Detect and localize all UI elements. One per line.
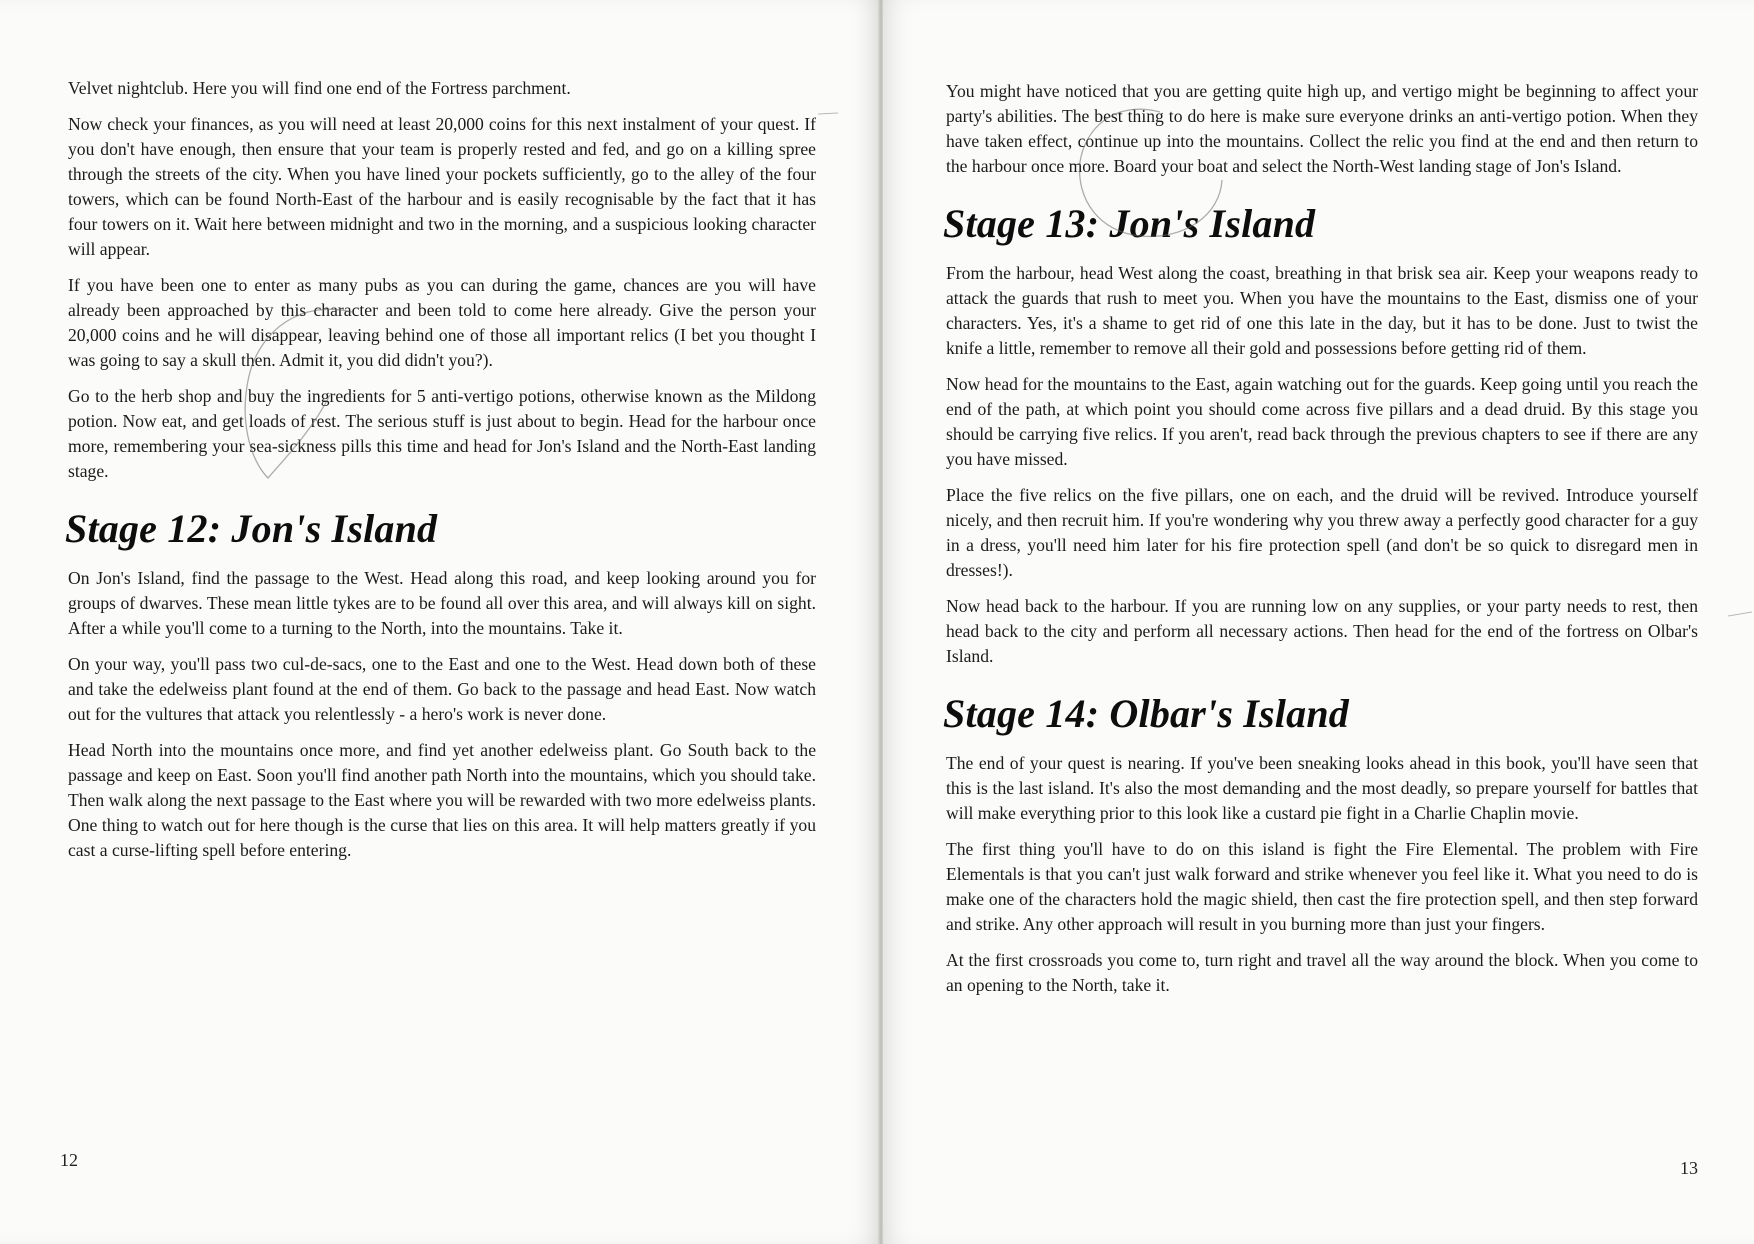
paragraph: From the harbour, head West along the coast, breathing in that brisk sea air. Keep your weapons ready to attack the guards that rush to meet you. When you have the mountains to the East, dismiss one of your characters. Yes, it's a shame to get rid of one this late in the day, but it has to be done. Just to twist the knife a little, remember to remove all their gold and possessions before getting rid of them. [946, 263, 1698, 358]
stage-13-heading: Stage 13: Jon's Island [943, 201, 1316, 246]
paragraph: On Jon's Island, find the passage to the West. Head along this road, and keep looking around you for groups of dwarves. These mean little tykes are to be found all over this area, and will always kill on sight. After a while you'll come to a turning to the North, into the mountains. Take it. [68, 568, 816, 638]
right-page-text [943, 79, 1698, 1009]
paragraph: Place the five relics on the five pillars, one on each, and the druid will be revived. Introduce yourself nicely, and then recruit him. If you're wondering why you threw away a perfectly good character for a guy in a dress, you'll need him later for his fire protection spell (and don't be so quick to disregard men in dresses!). [946, 485, 1698, 580]
page-number-right: 13 [1680, 1158, 1698, 1178]
paragraph: The end of your quest is nearing. If you've been sneaking looks ahead in this book, you'll have seen that this is the last island. It's also the most demanding and the most deadly, so prepare yourself for battles that will make everything prior to this look like a custard pie fight in a Charlie Chaplin movie. [946, 753, 1698, 823]
paragraph: You might have noticed that you are getting quite high up, and vertigo might be beginning to affect your party's abilities. The best thing to do here is make sure everyone drinks an anti-vertigo potion. When they have taken effect, continue up into the mountains. Collect the relic you find at the end and then return to the harbour once more. Board your boat and select the North-West landing stage of Jon's Island. [946, 81, 1698, 176]
paragraph: The first thing you'll have to do on this island is fight the Fire Elemental. The problem with Fire Elementals is that you can't just walk forward and strike whenever you feel like it. What you need to do is make one of the characters hold the magic shield, then cast the fire protection spell, and then step forward and strike. Any other approach will result in you burning more than just your fingers. [946, 839, 1698, 934]
paragraph: Velvet nightclub. Here you will find one end of the Fortress parchment. [68, 78, 571, 98]
paragraph: Now head back to the harbour. If you are running low on any supplies, or your party needs to rest, then head back to the city and perform all necessary actions. Then head for the end of the fortress on Olbar's Island. [946, 596, 1698, 666]
page-number-left: 12 [60, 1150, 78, 1170]
stage-14-heading: Stage 14: Olbar's Island [943, 691, 1349, 736]
paragraph: Now head for the mountains to the East, again watching out for the guards. Keep going until you reach the end of the path, at which point you should come across five pillars and a dead druid. By this stage you should be carrying five relics. If you aren't, read back through the previous chapters to see if there are any you have missed. [946, 374, 1698, 469]
paragraph: On your way, you'll pass two cul-de-sacs, one to the East and one to the West. Head down both of these and take the edelweiss plant found at the end of them. Go back to the passage and head East. Now watch out for the vultures that attack you relentlessly - a hero's work is never done. [68, 654, 816, 724]
paragraph: Head North into the mountains once more, and find yet another edelweiss plant. Go South back to the passage and keep on East. Soon you'll find another path North into the mountains, which you should take. Then walk along the next passage to the East where you will be rewarded with two more edelweiss plants. One thing to watch out for here though is the curse that lies on this area. It will help matters greatly if you cast a curse-lifting spell before entering. [68, 740, 817, 860]
stage-12-heading: Stage 12: Jon's Island [65, 506, 438, 551]
paragraph: Go to the herb shop and buy the ingredients for 5 anti-vertigo potions, otherwise known as the Mildong potion. Now eat, and get loads of rest. The serious stuff is just about to begin. Head for the harbour once more, remembering your sea-sickness pills this time and head for Jon's Island and the North-East landing stage. [68, 386, 816, 481]
paragraph: Now check your finances, as you will need at least 20,000 coins for this next instalment of your quest. If you don't have enough, then ensure that your team is properly rested and fed, and go on a killing spree through the streets of the city. When you have lined your pockets sufficiently, go to the alley of the four towers, which can be found North-East of the harbour and is easily recognisable by the fact that it has four towers on it. Wait here between midnight and two in the morning, and a suspicious looking character will appear. [68, 114, 816, 259]
paragraph: If you have been one to enter as many pubs as you can during the game, chances are you will have already been approached by this character and been told to come here already. Give the person your 20,000 coins and he will disappear, leaving behind one of those all important relics (I bet you thought I was going to say a skull then. Admit it, you did didn't you?). [68, 275, 816, 370]
left-page-text [65, 76, 817, 874]
paragraph: At the first crossroads you come to, turn right and travel all the way around the block. When you come to an opening to the North, take it. [946, 950, 1698, 995]
